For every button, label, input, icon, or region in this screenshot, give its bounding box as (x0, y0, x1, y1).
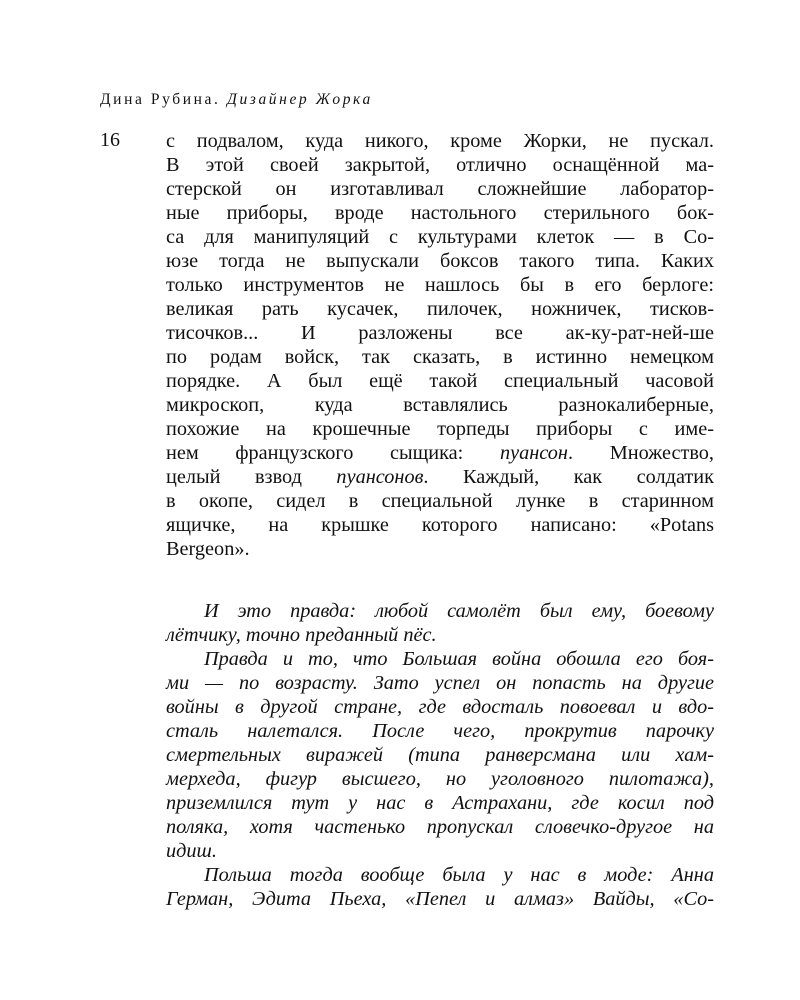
italic-text-block (166, 599, 714, 911)
text-fragment: . Каждый, как солдатик (423, 466, 714, 488)
italic-term-puanson: пуансон (499, 442, 568, 464)
text-line: микроскоп, куда вставлялись разнокалиберные, (166, 394, 714, 416)
italic-line: приземлился тут у нас в Астрахани, где косил под (166, 792, 714, 814)
text-line: В этой своей закрытой, отлично оснащённой ма- (166, 154, 714, 176)
italic-line: мерхеда, фигур высшего, но уголовного пилотажа), (166, 768, 714, 790)
text-line: ные приборы, вроде настольного стерильного бок- (166, 202, 714, 224)
text-line: Bergeon». (166, 538, 250, 560)
italic-line: сталь налетался. После чего, прокрутив парочку (166, 720, 714, 742)
text-line: са для манипуляций с культурами клеток — в Со- (166, 226, 714, 248)
italic-line: Польша тогда вообще была у нас в моде: Анна (204, 864, 714, 886)
text-line: юзе тогда не выпускали боксов такого типа. Каких (166, 250, 714, 272)
text-fragment: целый взвод (166, 466, 337, 488)
italic-line: идиш. (166, 840, 217, 862)
italic-line: войны в другой стране, где вдосталь повоевал и вдо- (166, 696, 714, 718)
italic-line: поляка, хотя частенько пропускал словечко-другое на (166, 816, 714, 838)
italic-term-puansonov: пуансонов (336, 466, 424, 488)
text-line: похожие на крошечные торпеды приборы с име- (166, 418, 714, 440)
running-head-author: Дина Рубина. (100, 91, 221, 108)
italic-line: И это правда: любой самолёт был ему, боевому (204, 600, 714, 622)
italic-line: смертельных виражей (типа ранверсмана или хам- (166, 744, 714, 766)
text-line: великая рать кусачек, пилочек, ножничек, тисков- (166, 298, 714, 320)
text-line: тисочков... И разложены все ак-ку-рат-ней-ше (166, 322, 714, 344)
text-line: с подвалом, куда никого, кроме Жорки, не пускал. (166, 130, 714, 152)
italic-line: Герман, Эдита Пьеха, «Пепел и алмаз» Вайды, «Со- (166, 888, 714, 910)
italic-line: Правда и то, что Большая война обошла его боя- (204, 648, 714, 670)
main-text-block (166, 129, 714, 911)
text-fragment: нем французского сыщика: (166, 442, 500, 464)
text-line: по родам войск, так сказать, в истинно немецком (166, 346, 714, 368)
text-line: только инструментов не нашлось бы в его берлоге: (166, 274, 714, 296)
running-head-title: Дизайнер Жорка (227, 91, 373, 108)
text-line: порядке. А был ещё такой специальный часовой (166, 370, 714, 392)
italic-line: ми — по возрасту. Зато успел он попасть на другие (166, 672, 714, 694)
running-head (100, 91, 373, 109)
italic-line: лётчику, точно преданный пёс. (166, 624, 437, 646)
text-line: ящичке, на крышке которого написано: «Potans (166, 514, 714, 536)
text-line: в окопе, сидел в специальной лунке в старинном (166, 490, 714, 512)
text-line (166, 441, 714, 465)
text-line: стерской он изготавливал сложнейшие лаборатор- (166, 178, 714, 200)
text-fragment: . Множество, (568, 442, 714, 464)
page-number: 16 (100, 129, 120, 151)
text-line (166, 465, 714, 489)
paragraph-gap (166, 561, 714, 599)
